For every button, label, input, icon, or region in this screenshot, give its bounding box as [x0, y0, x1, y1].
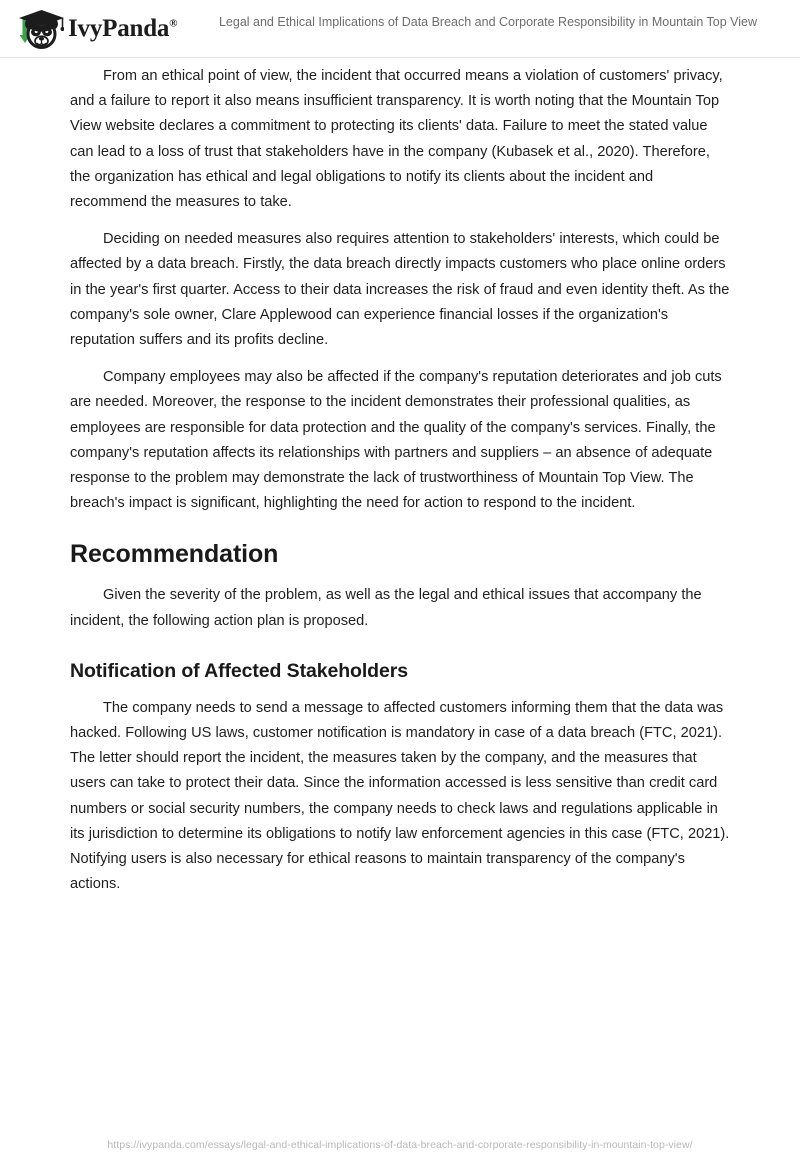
paragraph-action-plan-intro: Given the severity of the problem, as well as the legal and ethical issues that accompany the incident, the following action plan is proposed.	[70, 587, 702, 629]
registered-trademark-icon: ®	[169, 17, 178, 30]
footer-source-url[interactable]: https://ivypanda.com/essays/legal-and-ethical-implications-of-data-breach-and-corporate-responsibility-in-mountain-top-view/	[107, 1139, 693, 1151]
document-title: Legal and Ethical Implications of Data Breach and Corporate Responsibility in Mountain Top View	[218, 14, 758, 29]
section-heading-recommendation: Recommendation	[70, 540, 279, 569]
brand-name	[68, 16, 177, 41]
paragraph-stakeholder-interests: Deciding on needed measures also requires attention to stakeholders' interests, which could be affected by a data breach. Firstly, the data breach directly impacts customers who place online orders in the year's first quarter. Access to their data increases the risk of fraud and even identity theft. As the company's sole owner, Clare Applewood can experience financial losses if the organization's reputation suffers and its profits decline.	[70, 231, 730, 349]
paragraph-ethical-point-of-view: From an ethical point of view, the incident that occurred means a violation of customers' privacy, and a failure to report it also means insufficient transparency. It is worth noting that the Mountain Top View website declares a commitment to protecting its clients' data. Failure to meet the stated value can lead to a loss of trust that stakeholders have in the company (Kubasek et al., 2020). Therefore, the organization has ethical and legal obligations to notify its clients about the incident and recommend the measures to take.	[70, 68, 723, 211]
page-header	[0, 0, 800, 58]
panda-graduate-logo-icon	[14, 6, 64, 52]
paragraph-company-employees: Company employees may also be affected if the company's reputation deteriorates and job cuts are needed. Moreover, the response to the incident demonstrates their professional qualities, as employees are responsible for data protection and the quality of the company's services. Finally, the company's reputation affects its relationships with partners and suppliers – an absence of adequate response to the problem may demonstrate the lack of trustworthiness of Mountain Top View. The breach's impact is significant, highlighting the need for action to respond to the incident.	[70, 369, 722, 512]
brand-name-text: IvyPanda	[68, 15, 170, 42]
paragraph-customer-notification: The company needs to send a message to affected customers informing them that the data was hacked. Following US laws, customer notification is mandatory in case of a data breach (FTC, 2021). The letter should report the incident, the measures taken by the company, and the measures that users can take to protect their data. Since the information accessed is less sensitive than credit card numbers or social security numbers, the company needs to check laws and regulations applicable in its jurisdiction to determine its obligations to notify law enforcement agencies in this case (FTC, 2021). Notifying users is also necessary for ethical reasons to maintain transparency of the company's actions.	[70, 699, 730, 893]
brand-logo[interactable]	[0, 6, 200, 52]
document-body	[70, 64, 732, 909]
sub-heading-notification-of-affected-stakeholders: Notification of Affected Stakeholders	[70, 659, 408, 682]
